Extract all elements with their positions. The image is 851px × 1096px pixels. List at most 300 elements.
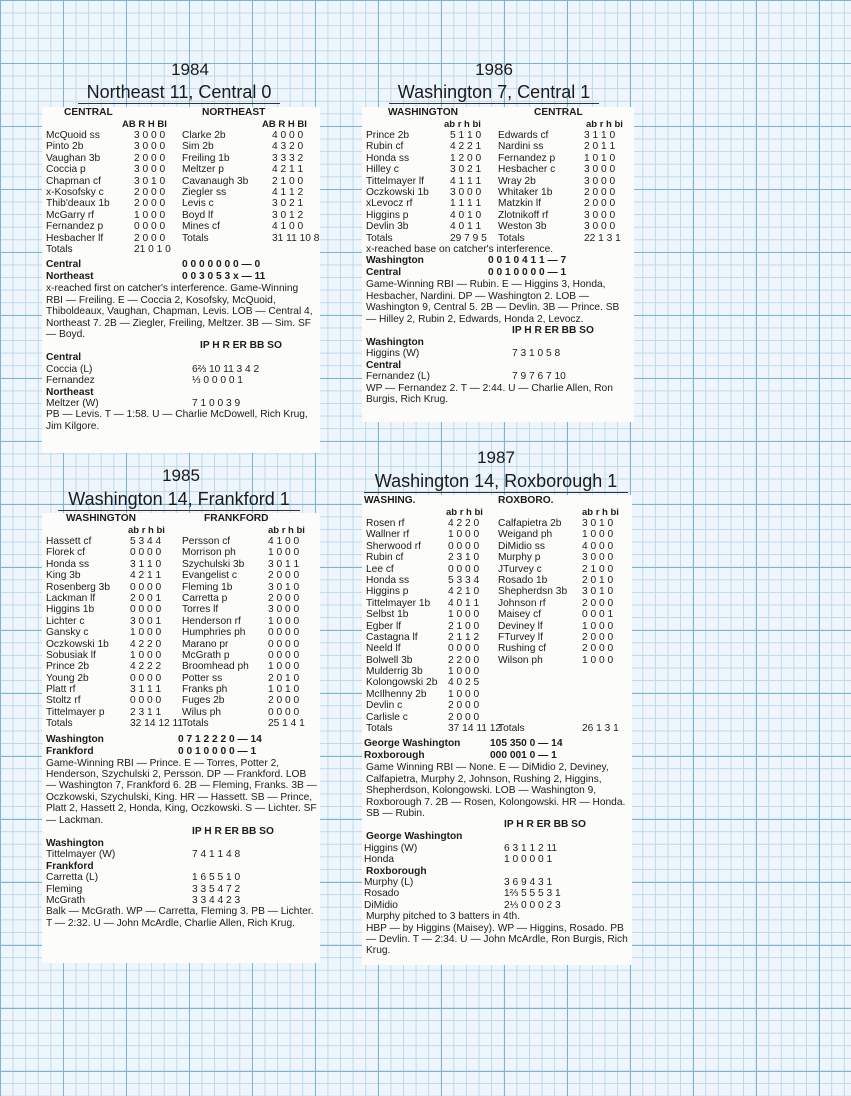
player-stats: 29 7 9 5 — [450, 232, 487, 244]
player-name: Honda ss — [46, 558, 90, 570]
player-name: King 3b — [46, 570, 81, 582]
pitcher-name: Fernandez (L) — [366, 371, 430, 383]
batting-row — [42, 604, 320, 615]
pitcher-row — [362, 888, 632, 899]
col-header-a: AB R H BI — [122, 119, 167, 130]
player-name: Kolongowski 2b — [366, 677, 438, 689]
player-name: Carretta p — [182, 592, 228, 604]
player-name: DiMidio ss — [498, 540, 545, 552]
player-stats: 4 1 0 0 — [272, 221, 304, 233]
line-score-row — [42, 746, 320, 758]
player-stats: 5 1 1 0 — [450, 130, 482, 141]
player-name: Honda ss — [366, 574, 410, 586]
batting-row — [42, 559, 320, 570]
player-stats: 21 0 1 0 — [134, 243, 171, 255]
player-stats: 4 0 0 0 — [582, 540, 614, 552]
player-name: Oczkowski 1b — [366, 186, 429, 198]
batting-row — [362, 598, 632, 609]
player-name: Totals — [366, 232, 393, 244]
player-stats: 4 0 0 0 — [272, 130, 304, 141]
player-name: Lichter c — [46, 615, 85, 627]
pitching-team: George Washington — [366, 831, 463, 843]
line-score-team: Central — [366, 267, 402, 279]
player-name: Tittelmayer lf — [366, 175, 424, 187]
batting-row — [42, 639, 320, 650]
pitching-header — [362, 819, 632, 831]
col-header-b: ab r h bi — [586, 119, 623, 130]
line-score-team: Northeast — [46, 271, 94, 283]
player-name: Murphy p — [498, 552, 541, 564]
batting-row — [42, 130, 320, 141]
player-name: Persson cf — [182, 536, 231, 547]
player-name: Levis c — [182, 198, 214, 210]
player-stats: 0 0 0 0 — [448, 540, 480, 552]
player-name: Totals — [182, 232, 209, 244]
pitcher-row — [42, 375, 320, 386]
player-name: xLevocz rf — [366, 198, 413, 210]
player-name: Wilus ph — [182, 706, 222, 718]
player-name: x-Kosofsky c — [46, 186, 104, 198]
pitcher-stats: 2⅓ 0 0 0 2 3 — [504, 899, 561, 911]
pitcher-stats: 7 1 0 0 3 9 — [192, 397, 241, 409]
pitcher-name: Coccia (L) — [46, 363, 93, 375]
player-name: Platt rf — [46, 684, 76, 696]
player-stats: 2 0 0 0 — [584, 186, 616, 198]
batting-row — [362, 541, 632, 552]
batting-row — [42, 547, 320, 558]
player-name: Chapman cf — [46, 175, 101, 187]
col-header-a: ab r h bi — [128, 525, 165, 536]
pitcher-name: Rosado — [364, 888, 400, 900]
player-name: JTurvey c — [498, 563, 542, 575]
batting-row — [42, 616, 320, 627]
player-name: Meltzer p — [182, 164, 224, 176]
batting-row — [42, 244, 320, 255]
player-name: Szychulski 3b — [182, 558, 245, 570]
batting-row — [362, 689, 632, 700]
batting-row — [42, 210, 320, 221]
player-stats: 3 0 0 0 — [582, 552, 614, 564]
player-stats: 3 0 1 2 — [272, 209, 304, 221]
batting-row — [362, 164, 634, 175]
player-name: Fernandez p — [498, 152, 556, 164]
player-name: Tittelmayer 1b — [366, 597, 431, 609]
line-score-row — [362, 750, 632, 762]
box-score-1985 — [42, 513, 320, 963]
game-notes: Game Winning RBI — None. E — DiMidio 2, Deviney, Calfapietra, Murphy 2, Johnson, Rushing 2, Higgins, Shepherdson, Kolongowski. LOB — Washington 9, Roxborough 7. 2B — Rosen, Kolongowski. HR — Honda. SB — Rubin. — [366, 762, 626, 820]
pitching-team: Northeast — [46, 386, 94, 398]
player-name: Weston 3b — [498, 221, 547, 233]
player-stats: 0 0 0 0 — [130, 604, 162, 616]
pitcher-row — [42, 364, 320, 375]
line-score-row — [42, 734, 320, 746]
player-stats: 4 2 1 0 — [448, 586, 480, 598]
player-stats: 3 0 1 0 — [268, 581, 300, 593]
player-stats: 1 0 0 0 — [268, 615, 300, 627]
player-name: Sim 2b — [182, 141, 214, 153]
player-stats: 3 0 0 0 — [450, 186, 482, 198]
player-name: Hesbacher lf — [46, 232, 104, 244]
player-name: Hesbacher c — [498, 164, 556, 176]
player-name: Lackman lf — [46, 592, 96, 604]
batting-row — [362, 210, 634, 221]
line-score-runs: 0 0 1 0 0 0 0 — 1 — [178, 745, 257, 757]
player-stats: 3 0 0 0 — [584, 164, 616, 176]
player-name: Wray 2b — [498, 175, 536, 187]
player-name: Wilson ph — [498, 654, 543, 666]
year-1987: 1987 — [477, 448, 515, 467]
player-stats: 3 0 0 0 — [268, 604, 300, 616]
team-b-name: NORTHEAST — [202, 107, 266, 118]
pitching-columns: IP H R ER BB SO — [200, 340, 282, 352]
player-stats: 3 3 3 2 — [272, 152, 304, 164]
batting-row — [362, 564, 632, 575]
player-name: McQuoid ss — [46, 130, 100, 141]
player-name: Mines cf — [182, 221, 220, 233]
player-name: Totals — [46, 243, 73, 255]
player-name: Rosen rf — [366, 518, 405, 529]
player-name: Gansky c — [46, 627, 89, 639]
player-stats: 31 11 10 8 — [272, 232, 320, 244]
player-stats: 3 0 0 0 — [584, 221, 616, 233]
player-name: Broomhead ph — [182, 661, 249, 673]
player-stats: 1 0 1 0 — [584, 152, 616, 164]
team-headers — [362, 107, 634, 119]
batting-row — [362, 130, 634, 141]
player-stats: 3 1 1 1 — [130, 684, 162, 696]
pitcher-row — [42, 398, 320, 409]
headline-1987: Washington 14, Roxborough 1 — [364, 470, 628, 493]
player-stats: 1 0 0 0 — [582, 620, 614, 632]
pitching-team: Central — [46, 352, 82, 364]
headline-1985: Washington 14, Frankford 1 — [58, 488, 300, 511]
batting-row — [42, 627, 320, 638]
line-score-runs: 0 0 3 0 5 3 x — 11 — [182, 271, 266, 283]
batting-row — [42, 673, 320, 684]
player-stats: 4 2 1 1 — [130, 570, 162, 582]
player-name: Deviney lf — [498, 620, 543, 632]
player-name: Evangelist c — [182, 570, 237, 582]
pitcher-name: Tittelmayer (W) — [46, 849, 116, 861]
player-name: Cavanaugh 3b — [182, 175, 249, 187]
batting-row — [362, 529, 632, 540]
player-stats: 2 0 0 0 — [584, 198, 616, 210]
batting-row — [362, 552, 632, 563]
batting-row — [42, 233, 320, 244]
pitcher-row — [362, 900, 632, 911]
col-header-a: ab r h bi — [444, 119, 481, 130]
player-stats: 4 1 0 0 — [268, 536, 300, 547]
pitcher-name: Fleming — [46, 883, 83, 895]
player-name: McGarry rf — [46, 209, 95, 221]
line-score-team: Washington — [366, 255, 424, 267]
pitcher-name: Meltzer (W) — [46, 397, 99, 409]
col-header-b: ab r h bi — [268, 525, 305, 536]
player-name: Wallner rf — [366, 529, 410, 541]
pitcher-row — [362, 371, 634, 382]
game-notes: Game-Winning RBI — Rubin. E — Higgins 3, Honda, Hesbacher, Nardini. DP — Washington 2. LOB — Washington 9, Central 5. 2B — Devlin. 3B — Prince. SB — Hilley 2, Rubin 2, Edwards, Honda 2, Levocz. — [366, 279, 620, 325]
game-notes: Game-Winning RBI — Prince. E — Torres, Potter 2, Henderson, Szychulski 2, Persson. DP — Frankford. LOB — Washington 7, Frankford 6. 2B — Fleming, Franks. 3B — Oczkowski, Szychulski, King. HR — Hassett. SB — Prince, Platt 2, Hassett 2, Honda, King, Oczkowski. S — Lichter. SF — Lackman. — [46, 757, 317, 826]
player-name: Selbst 1b — [366, 609, 409, 621]
batting-row — [362, 609, 632, 620]
player-stats: 2 0 1 0 — [582, 574, 614, 586]
player-name: Higgins 1b — [46, 604, 95, 616]
player-stats: 2 0 0 0 — [448, 700, 480, 712]
batting-row — [42, 141, 320, 152]
batting-row — [362, 153, 634, 164]
player-name: Higgins p — [366, 586, 409, 598]
line-score-row — [362, 738, 632, 750]
player-name: Weigand ph — [498, 529, 553, 541]
batting-row — [362, 575, 632, 586]
pitching-header — [362, 325, 634, 337]
player-name: Totals — [182, 718, 209, 730]
box-score-1984 — [42, 107, 320, 453]
pitcher-row — [362, 877, 632, 888]
pitcher-row — [362, 843, 632, 854]
player-name: Hilley c — [366, 164, 399, 176]
batting-row — [362, 666, 632, 677]
box-score-1987 — [362, 495, 632, 965]
footer-notes: PB — Levis. T — 1:58. U — Charlie McDowell, Rich Krug, Jim Kilgore. — [46, 409, 308, 432]
team-headers — [362, 495, 632, 507]
player-name: Freiling 1b — [182, 152, 230, 164]
player-stats: 3 0 0 0 — [584, 209, 616, 221]
batting-row — [362, 655, 632, 666]
team-headers — [42, 513, 320, 525]
pitcher-stats: 6⅔ 10 11 3 4 2 — [192, 363, 260, 375]
player-name: Totals — [498, 723, 525, 735]
batting-row — [42, 582, 320, 593]
batting-row — [42, 164, 320, 175]
column-headers — [42, 525, 320, 536]
line-score-row — [42, 271, 320, 283]
batting-row — [42, 661, 320, 672]
player-name: Young 2b — [46, 672, 89, 684]
batting-row — [42, 650, 320, 661]
line-score-team: Washington — [46, 733, 104, 745]
player-name: Johnson rf — [498, 597, 546, 609]
player-name: Potter ss — [182, 672, 223, 684]
player-name: Marano pr — [182, 638, 229, 650]
column-headers — [362, 119, 634, 130]
pitcher-name: Honda — [364, 854, 395, 866]
player-name: McGrath p — [182, 649, 230, 661]
player-stats: 1 0 0 0 — [448, 666, 480, 678]
player-name: Lee cf — [366, 563, 394, 575]
line-score-row — [362, 255, 634, 267]
pitcher-row — [42, 884, 320, 895]
pitcher-row — [42, 849, 320, 860]
player-stats: 2 1 0 0 — [448, 620, 480, 632]
player-name: Whitaker 1b — [498, 186, 553, 198]
player-stats: 2 0 1 1 — [584, 141, 616, 153]
pitcher-name: Higgins (W) — [366, 348, 420, 360]
batting-row — [362, 187, 634, 198]
batting-row — [362, 643, 632, 654]
player-name: Rosado 1b — [498, 574, 548, 586]
batting-row — [42, 684, 320, 695]
player-stats: 22 1 3 1 — [584, 232, 621, 244]
player-stats: 4 1 1 2 — [272, 186, 304, 198]
column-headers — [42, 119, 320, 130]
player-stats: 4 2 2 0 — [448, 518, 480, 529]
pitcher-stats: 1 6 5 5 1 0 — [192, 872, 241, 884]
player-name: Florek cf — [46, 547, 86, 559]
player-stats: 3 0 0 0 — [134, 164, 166, 176]
pitcher-stats: 3 6 9 4 3 1 — [504, 877, 553, 889]
player-stats: 1 0 0 0 — [448, 609, 480, 621]
batting-row — [42, 570, 320, 581]
player-name: Maisey cf — [498, 609, 542, 621]
pitcher-name: Higgins (W) — [364, 842, 418, 854]
line-score-runs: 000 001 0 — 1 — [490, 750, 557, 762]
batting-row — [362, 677, 632, 688]
batting-row — [42, 176, 320, 187]
player-name: Coccia p — [46, 164, 86, 176]
interference-note: x-reached base on catcher's interference. — [366, 243, 554, 255]
batting-row — [42, 718, 320, 729]
player-stats: 3 0 1 0 — [582, 518, 614, 529]
batting-row — [42, 536, 320, 547]
player-stats: 2 3 1 0 — [448, 552, 480, 564]
player-stats: 2 1 1 2 — [448, 631, 480, 643]
player-stats: 3 1 1 0 — [130, 558, 162, 570]
player-name: Totals — [498, 232, 525, 244]
player-stats: 2 0 0 0 — [134, 232, 166, 244]
team-b-name: FRANKFORD — [204, 513, 269, 524]
player-stats: 25 1 4 1 — [268, 718, 305, 730]
player-stats: 3 0 1 0 — [134, 175, 166, 187]
batting-row — [362, 712, 632, 723]
player-name: Totals — [366, 723, 393, 735]
player-stats: 0 0 0 0 — [448, 643, 480, 655]
team-b-name: ROXBORO. — [498, 495, 554, 506]
player-stats: 3 0 0 0 — [584, 175, 616, 187]
pitcher-row — [42, 895, 320, 906]
player-name: Humphries ph — [182, 627, 246, 639]
pitching-team: Washington — [366, 336, 424, 348]
pitching-team: Central — [366, 359, 402, 371]
player-stats: 2 0 0 0 — [268, 570, 300, 582]
pitching-team: Roxborough — [366, 865, 427, 877]
player-name: Fuges 2b — [182, 695, 225, 707]
player-stats: 1 2 0 0 — [450, 152, 482, 164]
player-name: Thib'deaux 1b — [46, 198, 110, 210]
player-stats: 4 0 1 0 — [450, 209, 482, 221]
player-stats: 1 0 0 0 — [268, 661, 300, 673]
pitcher-name: Murphy (L) — [364, 877, 414, 889]
line-score-runs: 105 350 0 — 14 — [490, 738, 563, 750]
player-name: Franks ph — [182, 684, 228, 696]
player-name: Rosenberg 3b — [46, 581, 111, 593]
player-name: Prince 2b — [366, 130, 410, 141]
team-b-name: CENTRAL — [534, 107, 583, 118]
game-notes: x-reached first on catcher's interference. Game-Winning RBI — Freiling. E — Coccia 2, Kosofsky, McQuoid, Thiboldeaux, Vaughan, Chapman, Levis. LOB — Central 4, Northeast 7. 2B — Ziegler, Freiling, Meltzer. 3B — Sim. SF — Boyd. — [46, 283, 313, 340]
player-name: Calfapietra 2b — [498, 518, 562, 529]
player-name: Fleming 1b — [182, 581, 233, 593]
player-name: Higgins p — [366, 209, 409, 221]
team-a-name: WASHINGTON — [66, 513, 136, 524]
col-header-b: ab r h bi — [582, 507, 619, 518]
pitching-note: Murphy pitched to 3 batters in 4th. — [366, 911, 521, 923]
player-stats: 3 1 1 0 — [584, 130, 616, 141]
player-name: Stoltz rf — [46, 695, 81, 707]
player-stats: 2 0 0 0 — [268, 592, 300, 604]
pitching-columns: IP H R ER BB SO — [192, 826, 274, 838]
batting-row — [362, 586, 632, 597]
player-stats: 3 0 1 0 — [582, 586, 614, 598]
pitcher-stats: 7 3 1 0 5 8 — [512, 348, 561, 360]
player-stats: 4 0 2 5 — [448, 677, 480, 689]
player-stats: 2 0 0 0 — [134, 186, 166, 198]
player-name: Carlisle c — [366, 711, 408, 723]
pitcher-stats: 3 3 5 4 7 2 — [192, 883, 241, 895]
player-name: Rushing cf — [498, 643, 547, 655]
player-name: Neeld lf — [366, 643, 401, 655]
year-1986: 1986 — [475, 60, 513, 79]
batting-row — [42, 221, 320, 232]
batting-row — [42, 187, 320, 198]
player-stats: 1 0 1 0 — [268, 684, 300, 696]
player-name: Vaughan 3b — [46, 152, 101, 164]
pitcher-stats: 6 3 1 1 2 11 — [504, 842, 558, 854]
col-header-b: AB R H BI — [262, 119, 307, 130]
player-stats: 1 0 0 0 — [448, 529, 480, 541]
player-stats: 1 0 0 0 — [582, 529, 614, 541]
player-name: Boyd lf — [182, 209, 214, 221]
player-stats: 1 0 0 0 — [582, 654, 614, 666]
pitching-columns: IP H R ER BB SO — [504, 819, 586, 831]
line-score-team: Roxborough — [364, 750, 425, 762]
player-name: Torres lf — [182, 604, 219, 616]
player-stats: 0 0 0 0 — [268, 649, 300, 661]
batting-row — [42, 593, 320, 604]
player-name: Fernandez p — [46, 221, 104, 233]
batting-row — [42, 695, 320, 706]
line-score-team: Frankford — [46, 745, 94, 757]
player-name: Nardini ss — [498, 141, 544, 153]
batting-row — [362, 723, 632, 734]
batting-row — [362, 621, 632, 632]
player-stats: 4 0 1 1 — [448, 597, 480, 609]
player-name: Oczkowski 1b — [46, 638, 109, 650]
batting-row — [362, 198, 634, 209]
player-name: Sobusiak lf — [46, 649, 96, 661]
player-name: Mulderrig 3b — [366, 666, 423, 678]
line-score-team: Central — [46, 259, 82, 271]
batting-row — [362, 221, 634, 232]
player-stats: 2 0 0 0 — [134, 198, 166, 210]
player-stats: 4 1 1 1 — [450, 175, 482, 187]
pitching-team: Washington — [46, 838, 104, 850]
batting-row — [362, 700, 632, 711]
col-header-a: ab r h bi — [446, 507, 483, 518]
batting-row — [362, 233, 634, 244]
player-name: Ziegler ss — [182, 186, 227, 198]
player-stats: 1 0 0 0 — [448, 688, 480, 700]
year-1984: 1984 — [171, 60, 209, 79]
player-name: Devlin 3b — [366, 221, 409, 233]
player-stats: 0 0 0 0 — [268, 627, 300, 639]
player-stats: 37 14 11 12 — [448, 723, 502, 735]
pitching-columns: IP H R ER BB SO — [512, 324, 594, 336]
pitcher-name: Fernandez — [46, 375, 95, 387]
player-name: Rubin cf — [366, 141, 404, 153]
batting-row — [362, 518, 632, 529]
player-name: Rubin cf — [366, 552, 404, 564]
player-name: Tittelmayer p — [46, 706, 105, 718]
